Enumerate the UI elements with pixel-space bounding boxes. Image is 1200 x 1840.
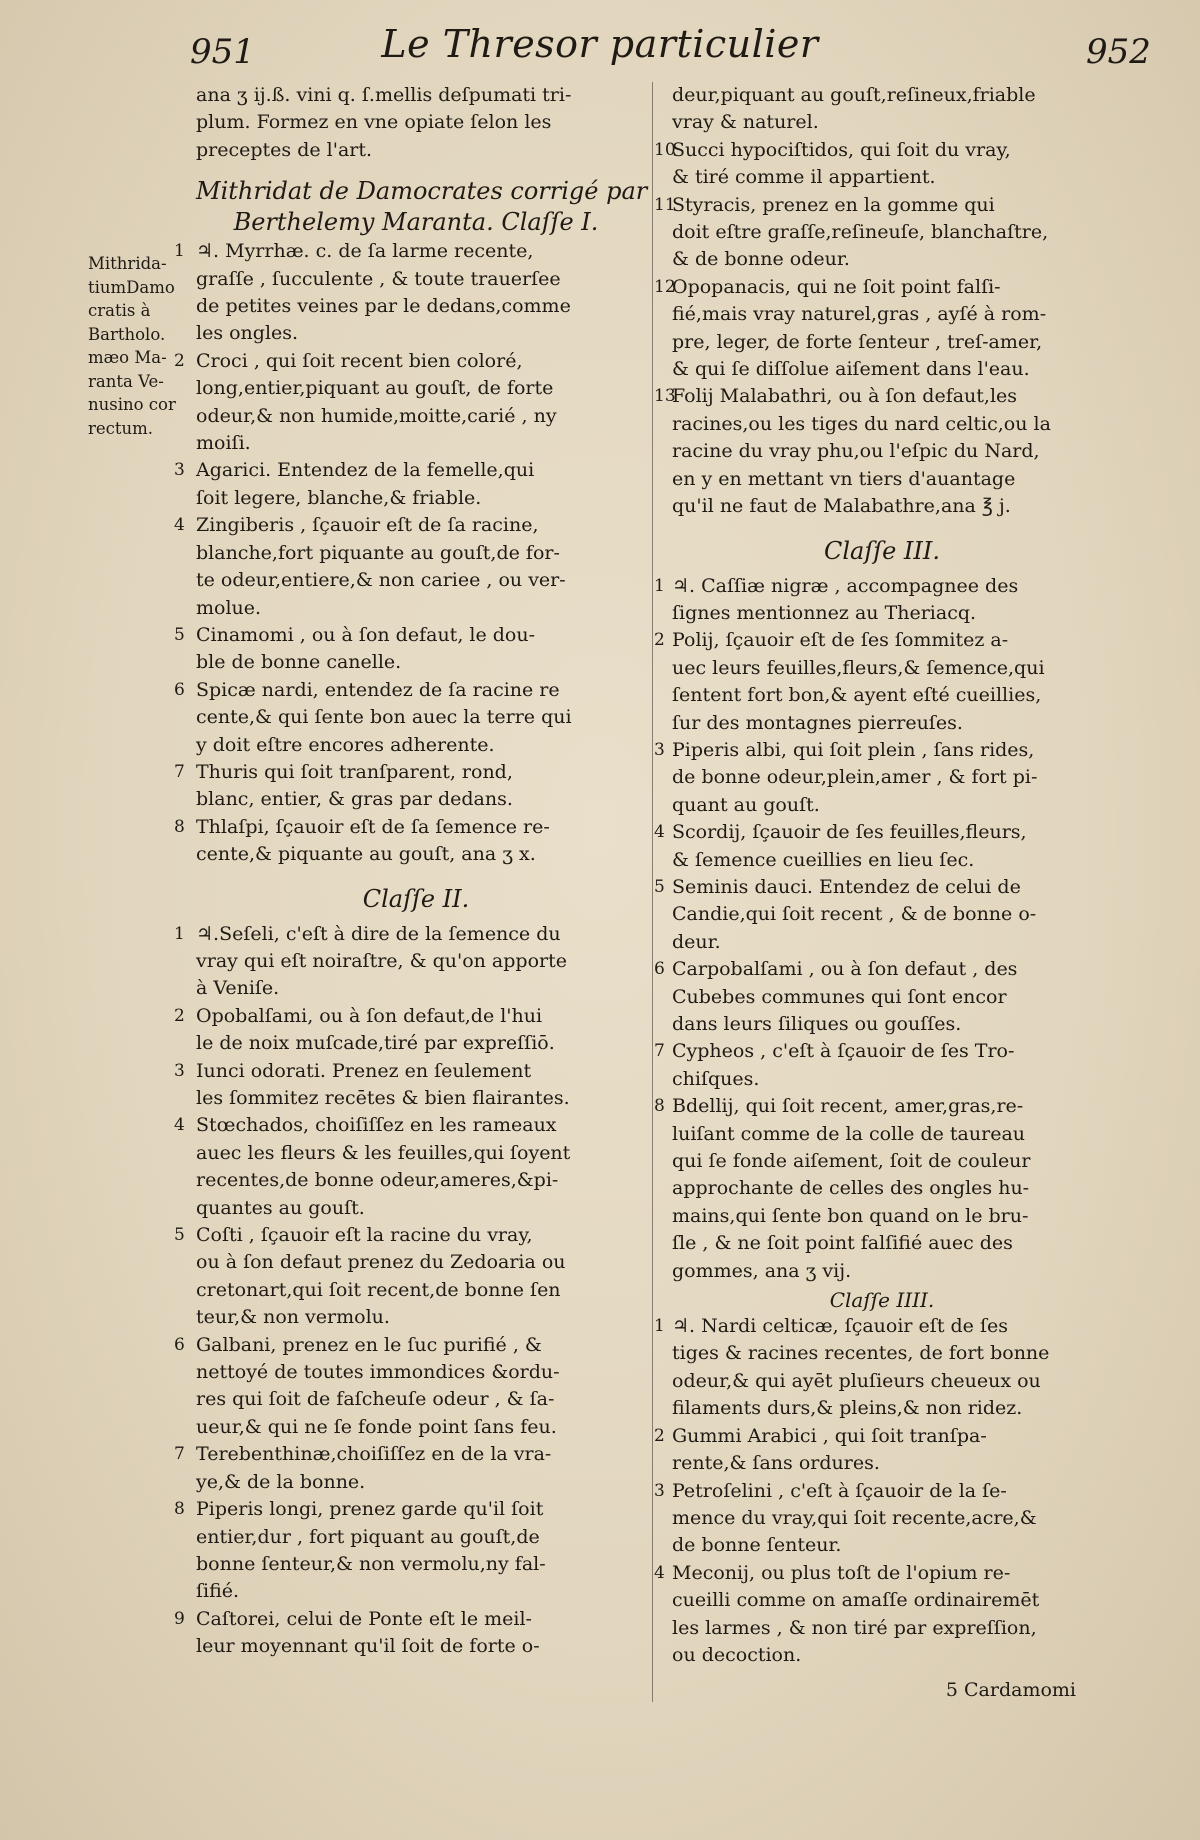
- item-number: 3: [654, 1480, 665, 1501]
- section-heading: Berthelemy Maranta. Claſſe I.: [233, 208, 599, 237]
- item-line: & de bonne odeur.: [672, 248, 850, 271]
- item-line: Seminis dauci. Entendez de celui de: [672, 875, 1021, 898]
- item-number: 13: [654, 386, 676, 407]
- item-number: 6: [174, 679, 185, 700]
- item-line: Terebenthinæ,choiſiſſez en de la vra-: [196, 1443, 552, 1466]
- item-line: Iunci odorati. Prenez en ſeulement: [196, 1059, 532, 1082]
- item-line: de petites veines par le dedans,comme: [196, 295, 571, 318]
- item-line: ou decoction.: [672, 1643, 802, 1666]
- intro-line: preceptes de l'art.: [196, 138, 373, 161]
- intro-line: vray & naturel.: [672, 111, 819, 134]
- item-number: 10: [654, 139, 676, 160]
- item-line: mence du vray,qui ſoit recente,acre,&: [672, 1506, 1037, 1529]
- item-line: à Veniſe.: [196, 977, 280, 1000]
- item-line: Cypheos , c'eſt à ſçauoir de ſes Tro-: [672, 1040, 1015, 1063]
- class-heading: Claſſe IIII.: [829, 1288, 935, 1313]
- item-line: blanche,fort piquante au gouſt,de for-: [196, 541, 560, 564]
- item-line: Meconij, ou plus toſt de l'opium re-: [672, 1561, 1011, 1584]
- item-line: Styracis, prenez en la gomme qui: [672, 193, 995, 216]
- margin-note: [88, 252, 200, 440]
- item-line: ſle , & ne ſoit point falſifié auec des: [672, 1232, 1013, 1255]
- item-line: dans leurs ſiliques ou gouſſes.: [672, 1013, 962, 1035]
- item-line: mains,qui ſente bon quand on le bru-: [672, 1204, 1029, 1227]
- item-line: auec les fleurs & les feuilles,qui ſoyent: [196, 1141, 571, 1164]
- recipe-item: [174, 622, 636, 677]
- margin-note-line: rectum.: [88, 418, 154, 438]
- item-line: cretonart,qui ſoit recent,de bonne ſen: [196, 1278, 561, 1301]
- recipe-item: [654, 956, 1092, 1038]
- item-number: 2: [654, 630, 665, 651]
- item-line: teur,& non vermolu.: [196, 1306, 390, 1329]
- item-number: 3: [174, 1060, 185, 1081]
- recipe-item: [654, 1423, 1092, 1478]
- recipe-item: [174, 921, 636, 1003]
- item-line: odeur,& non humide,moitte,carié , ny: [196, 404, 557, 427]
- item-line: te odeur,entiere,& non cariee , ou ver-: [196, 569, 566, 592]
- item-line: ou à ſon defaut prenez du Zedoaria ou: [196, 1251, 566, 1274]
- recipe-item: [654, 819, 1092, 874]
- item-number: 7: [174, 761, 185, 782]
- item-line: Bdellij, qui ſoit recent, amer,gras,re-: [672, 1095, 1024, 1118]
- item-number: 4: [174, 1115, 185, 1136]
- item-line: ſignes mentionnez au Theriacq.: [672, 601, 977, 624]
- item-line: Coſti , ſçauoir eſt la racine du vray,: [196, 1224, 533, 1247]
- item-line: ble de bonne canelle.: [196, 651, 402, 674]
- item-number: 2: [174, 1005, 185, 1026]
- item-number: 5: [174, 624, 185, 645]
- item-line: cente,& piquante au gouſt, ana ʒ x.: [196, 843, 536, 866]
- item-line: Zingiberis , ſçauoir eſt de ſa racine,: [196, 514, 539, 537]
- item-line: chiſques.: [672, 1067, 760, 1090]
- item-line: long,entier,piquant au gouſt, de forte: [196, 377, 554, 400]
- item-line: de bonne ſenteur.: [672, 1534, 842, 1557]
- item-line: Opobalſami, ou à ſon defaut,de l'hui: [196, 1004, 543, 1027]
- item-line: ſoit legere, blanche,& friable.: [196, 486, 482, 509]
- item-line: quant au gouſt.: [672, 793, 820, 816]
- item-number: 5: [174, 1225, 185, 1246]
- item-number: 1: [654, 575, 665, 596]
- item-line: Thlaſpi, ſçauoir eſt de ſa ſemence re-: [196, 815, 550, 838]
- recipe-item: [654, 274, 1092, 384]
- class-heading: Claſſe II.: [362, 884, 470, 913]
- recipe-item: [654, 1560, 1092, 1670]
- margin-note-line: tiumDamo: [88, 277, 175, 297]
- item-line: y doit eſtre encores adherente.: [196, 733, 495, 756]
- item-line: Cinamomi , ou à ſon defaut, le dou-: [196, 623, 536, 646]
- item-line: Succi hypociſtidos, qui ſoit du vray,: [672, 138, 1011, 161]
- recipe-item: [174, 677, 636, 759]
- item-line: Scordij, ſçauoir de ſes feuilles,fleurs,: [672, 821, 1027, 844]
- recipe-item: [174, 512, 636, 622]
- item-line: molue.: [196, 596, 262, 619]
- item-line: gommes, ana ʒ vij.: [672, 1259, 852, 1282]
- item-line: ſentent fort bon,& ayent eſté cueillies,: [672, 684, 1042, 707]
- item-line: blanc, entier, & gras par dedans.: [196, 788, 513, 811]
- item-line: racine du vray phu,ou l'eſpic du Nard,: [672, 440, 1040, 463]
- item-line: qu'il ne faut de Malabathre,ana ℥ j.: [672, 495, 1011, 518]
- item-line: approchante de celles des ongles hu-: [672, 1177, 1030, 1200]
- item-line: Polij, ſçauoir eſt de ſes ſommitez a-: [672, 629, 1009, 652]
- recipe-item: [174, 348, 636, 458]
- item-line: ♃. Caſſiæ nigræ , accompagnee des: [672, 574, 1019, 597]
- running-header: [0, 18, 1200, 78]
- recipe-item: [174, 238, 636, 348]
- intro-line: deur,piquant au gouſt,reſineux,friable: [672, 84, 1036, 106]
- item-line: ♃. Myrrhæ. c. de ſa larme recente,: [196, 240, 534, 263]
- item-line: ♃.Seſeli, c'eſt à dire de la ſemence du: [196, 922, 561, 945]
- recipe-item: [174, 1606, 636, 1661]
- item-number: 9: [174, 1608, 185, 1629]
- recipe-item: [174, 1441, 636, 1496]
- item-line: entier,dur , fort piquant au gouſt,de: [196, 1525, 540, 1548]
- item-line: les larmes , & non tiré par expreſſion,: [672, 1616, 1037, 1639]
- item-line: nettoyé de toutes immondices &ordu-: [196, 1361, 560, 1384]
- item-number: 7: [174, 1444, 185, 1465]
- item-line: Thuris qui ſoit tranſparent, rond,: [196, 760, 513, 783]
- item-line: graſſe , ſucculente , & toute trauerſee: [196, 267, 561, 290]
- item-line: en y en mettant vn tiers d'auantage: [672, 467, 1016, 490]
- item-number: 6: [174, 1334, 185, 1355]
- left-page-number: 951: [190, 32, 255, 72]
- recipe-item: [654, 627, 1092, 737]
- item-line: filaments durs,& pleins,& non ridez.: [672, 1397, 1023, 1420]
- margin-note-line: ranta Ve-: [88, 371, 164, 391]
- item-number: 2: [654, 1425, 665, 1446]
- recipe-item: [654, 137, 1092, 192]
- item-line: ye,& de la bonne.: [196, 1470, 366, 1493]
- recipe-item: [654, 383, 1092, 520]
- item-line: Piperis albi, qui ſoit plein , ſans rides,: [672, 738, 1035, 761]
- item-line: Candie,qui ſoit recent , & de bonne o-: [672, 903, 1037, 926]
- item-number: 8: [174, 1499, 185, 1520]
- recipe-item: [174, 1112, 636, 1222]
- column-divider: [652, 82, 653, 1702]
- item-number: 1: [174, 241, 185, 262]
- item-line: fié,mais vray naturel,gras , ayſé à rom-: [672, 303, 1047, 326]
- item-line: tiges & racines recentes, de fort bonne: [672, 1342, 1050, 1365]
- item-number: 4: [654, 1562, 665, 1583]
- item-number: 7: [654, 1041, 665, 1062]
- recipe-item: [174, 1496, 636, 1606]
- recipe-item: [654, 192, 1092, 274]
- item-line: cueilli comme on amaſſe ordinairemēt: [672, 1589, 1040, 1612]
- catchword: 5 Cardamomi: [945, 1679, 1076, 1702]
- margin-note-line: mæo Ma-: [88, 348, 167, 367]
- item-line: & qui ſe diſſolue aiſement dans l'eau.: [672, 358, 1030, 381]
- item-line: Cubebes communes qui ſont encor: [672, 985, 1007, 1008]
- item-line: uec leurs feuilles,fleurs,& ſemence,qui: [672, 656, 1045, 679]
- item-line: Caſtorei, celui de Ponte eſt le meil-: [196, 1607, 532, 1630]
- class-heading: Claſſe III.: [823, 536, 940, 565]
- item-line: Galbani, prenez en le ſuc purifié , &: [196, 1333, 542, 1356]
- left-column: [174, 82, 648, 1661]
- item-line: qui ſe fonde aiſement, ſoit de couleur: [672, 1150, 1031, 1173]
- item-line: ſifié.: [196, 1580, 240, 1603]
- item-line: leur moyennant qu'il ſoit de forte o-: [196, 1635, 540, 1658]
- item-line: odeur,& qui ayēt pluſieurs cheueux ou: [672, 1369, 1041, 1392]
- item-line: moiſi.: [196, 432, 251, 455]
- recipe-item: [174, 1222, 636, 1332]
- recipe-item: [654, 1038, 1092, 1093]
- item-number: 6: [654, 959, 665, 980]
- item-line: racines,ou les tiges du nard celtic,ou la: [672, 412, 1051, 435]
- item-line: Croci , qui ſoit recent bien coloré,: [196, 349, 523, 372]
- item-number: 4: [654, 822, 665, 843]
- item-line: Gummi Arabici , qui ſoit tranſpa-: [672, 1424, 987, 1447]
- item-line: pre, leger, de forte ſenteur , treſ-amer,: [672, 330, 1043, 353]
- item-line: le de noix muſcade,tiré par expreſſiō.: [196, 1032, 555, 1055]
- item-line: recentes,de bonne odeur,ameres,&pi-: [196, 1169, 559, 1192]
- item-number: 4: [174, 515, 185, 536]
- margin-note-line: Mithrida-: [88, 254, 167, 273]
- recipe-item: [174, 457, 636, 512]
- item-line: & tiré comme il appartient.: [672, 166, 936, 189]
- recipe-item: [174, 1003, 636, 1058]
- recipe-item: [654, 1478, 1092, 1560]
- margin-note-line: nusino cor: [88, 395, 176, 414]
- item-number: 5: [654, 876, 665, 897]
- intro-line: ana ʒ ij.ß. vini q. ſ.mellis deſpumati tri-: [196, 84, 572, 106]
- item-line: cente,& qui ſente bon auec la terre qui: [196, 706, 572, 729]
- item-line: Opopanacis, qui ne ſoit point falſi-: [672, 275, 1001, 298]
- item-number: 3: [654, 739, 665, 760]
- recipe-item: [654, 874, 1092, 956]
- intro-line: plum. Formez en vne opiate ſelon les: [196, 111, 552, 134]
- item-number: 8: [654, 1096, 665, 1117]
- item-line: Petroſelini , c'eſt à ſçauoir de la ſe-: [672, 1479, 1007, 1502]
- recipe-item: [654, 1313, 1092, 1423]
- recipe-item: [174, 1058, 636, 1113]
- margin-note-line: Bartholo.: [88, 324, 166, 344]
- item-line: Stœchados, choiſiſſez en les rameaux: [196, 1114, 557, 1137]
- item-line: vray qui eſt noiraſtre, & qu'on apporte: [196, 949, 567, 972]
- item-line: luiſant comme de la colle de taureau: [672, 1122, 1026, 1145]
- item-number: 3: [174, 460, 185, 481]
- item-line: deur.: [672, 930, 721, 953]
- recipe-item: [654, 573, 1092, 628]
- item-line: doit eſtre graſſe,reſineuſe, blanchaſtre,: [672, 221, 1049, 244]
- item-line: Folij Malabathri, ou à ſon defaut,les: [672, 385, 1018, 408]
- item-number: 8: [174, 816, 185, 837]
- recipe-item: [174, 1332, 636, 1442]
- item-line: ♃. Nardi celticæ, ſçauoir eſt de ſes: [672, 1315, 1008, 1338]
- item-number: 11: [654, 194, 676, 215]
- item-number: 1: [174, 923, 185, 944]
- item-number: 2: [174, 350, 185, 371]
- item-line: rente,& ſans ordures.: [672, 1452, 880, 1475]
- recipe-item: [654, 737, 1092, 819]
- section-heading: Mithridat de Damocrates corrigé par: [196, 177, 648, 206]
- item-number: 12: [654, 276, 676, 297]
- item-line: res qui ſoit de faſcheuſe odeur , & ſa-: [196, 1388, 555, 1411]
- right-column: [654, 82, 1092, 1705]
- right-page-number: 952: [1086, 32, 1151, 72]
- item-line: de bonne odeur,plein,amer , & fort pi-: [672, 766, 1038, 789]
- item-line: & ſemence cueillies en lieu ſec.: [672, 848, 975, 871]
- item-line: ueur,& qui ne ſe fonde point ſans feu.: [196, 1415, 557, 1438]
- item-number: 1: [654, 1316, 665, 1337]
- recipe-item: [174, 814, 636, 869]
- item-line: Carpobalſami , ou à ſon defaut , des: [672, 958, 1018, 981]
- item-line: ſur des montagnes pierreuſes.: [672, 711, 963, 734]
- recipe-item: [654, 1093, 1092, 1285]
- margin-note-line: cratis à: [88, 301, 151, 320]
- item-line: Spicæ nardi, entendez de ſa racine re: [196, 678, 560, 701]
- item-line: Agarici. Entendez de la femelle,qui: [196, 459, 535, 482]
- item-line: Piperis longi, prenez garde qu'il ſoit: [196, 1498, 544, 1521]
- recipe-item: [174, 759, 636, 814]
- item-line: quantes au gouſt.: [196, 1196, 365, 1219]
- item-line: les ſommitez recētes & bien flairantes.: [196, 1087, 570, 1109]
- item-line: bonne ſenteur,& non vermolu,ny fal-: [196, 1552, 546, 1575]
- running-title: Le Thresor particulier: [381, 22, 819, 66]
- item-line: les ongles.: [196, 322, 299, 345]
